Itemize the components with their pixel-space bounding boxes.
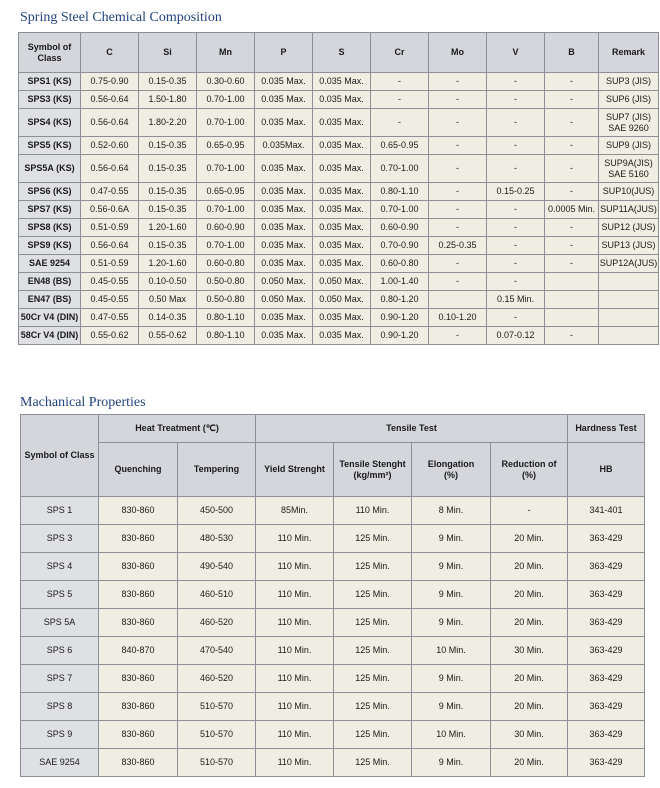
table-cell: 0.035 Max. xyxy=(255,327,313,345)
chem-section-title: Spring Steel Chemical Composition xyxy=(20,10,222,25)
header-s: S xyxy=(313,33,371,73)
table-cell: 0.14-0.35 xyxy=(139,309,197,327)
table-cell: 30 Min. xyxy=(491,637,568,665)
table-cell: 0.035 Max. xyxy=(313,91,371,109)
table-cell: 125 Min. xyxy=(334,721,412,749)
table-cell: 0.035 Max. xyxy=(255,309,313,327)
symbol-cell: SPS 4 xyxy=(21,553,99,581)
table-cell: 0.035 Max. xyxy=(255,237,313,255)
remark-cell: SUP6 (JIS) xyxy=(599,91,659,109)
table-cell: 20 Min. xyxy=(491,609,568,637)
table-cell: 363-429 xyxy=(568,637,645,665)
table-row xyxy=(19,183,659,201)
table-cell: - xyxy=(545,73,599,91)
remark-cell: SUP10(JUS) xyxy=(599,183,659,201)
table-cell: 0.70-1.00 xyxy=(371,155,429,183)
header-elongation xyxy=(412,443,491,497)
header-elongation-label: Elongation xyxy=(427,458,475,469)
table-cell: 110 Min. xyxy=(256,553,334,581)
table-cell: 110 Min. xyxy=(334,497,412,525)
table-cell: 110 Min. xyxy=(256,721,334,749)
header-tensile-strength-unit: (kg/mm²) xyxy=(353,469,392,480)
table-cell: 0.035 Max. xyxy=(313,237,371,255)
table-cell: 125 Min. xyxy=(334,693,412,721)
symbol-cell: SPS6 (KS) xyxy=(19,183,81,201)
table-cell: 460-520 xyxy=(178,609,256,637)
symbol-cell: SPS 6 xyxy=(21,637,99,665)
table-cell: 450-500 xyxy=(178,497,256,525)
table-cell: - xyxy=(429,255,487,273)
table-cell: 0.035 Max. xyxy=(255,91,313,109)
table-row xyxy=(19,291,659,309)
table-cell: 20 Min. xyxy=(491,749,568,777)
table-row xyxy=(19,73,659,91)
symbol-cell: SPS8 (KS) xyxy=(19,219,81,237)
table-cell: - xyxy=(545,91,599,109)
table-cell: - xyxy=(487,201,545,219)
table-cell: 341-401 xyxy=(568,497,645,525)
table-cell: 0.70-1.00 xyxy=(197,237,255,255)
table-cell: 0.70-1.00 xyxy=(197,155,255,183)
header-cr: Cr xyxy=(371,33,429,73)
table-cell: 1.20-1.60 xyxy=(139,255,197,273)
table-cell: 125 Min. xyxy=(334,553,412,581)
symbol-cell: SPS 5A xyxy=(21,609,99,637)
table-row xyxy=(21,665,645,693)
table-cell: 0.035 Max. xyxy=(313,201,371,219)
table-cell: - xyxy=(545,183,599,201)
chem-table-body xyxy=(19,73,659,345)
table-cell: 1.00-1.40 xyxy=(371,273,429,291)
table-cell: 830-860 xyxy=(99,497,178,525)
table-cell: 110 Min. xyxy=(256,609,334,637)
table-cell: 1.80-2.20 xyxy=(139,109,197,137)
table-cell: 0.65-0.95 xyxy=(197,137,255,155)
table-cell: - xyxy=(545,109,599,137)
table-cell: 0.035 Max. xyxy=(255,219,313,237)
table-cell: 0.0005 Min. xyxy=(545,201,599,219)
header-reduction xyxy=(491,443,568,497)
table-cell: 363-429 xyxy=(568,693,645,721)
table-cell: 363-429 xyxy=(568,721,645,749)
chem-header-row xyxy=(19,33,659,73)
table-cell: 460-510 xyxy=(178,581,256,609)
table-cell: 0.51-0.59 xyxy=(81,255,139,273)
table-cell: 0.035 Max. xyxy=(255,183,313,201)
remark-cell xyxy=(599,273,659,291)
table-cell: - xyxy=(491,497,568,525)
header-symbol: Symbol of Class xyxy=(19,33,81,73)
table-cell: 363-429 xyxy=(568,553,645,581)
table-cell xyxy=(429,291,487,309)
table-cell: 0.050 Max. xyxy=(313,273,371,291)
table-cell xyxy=(545,291,599,309)
table-cell: 0.60-0.80 xyxy=(371,255,429,273)
table-row xyxy=(19,237,659,255)
table-cell: 0.035 Max. xyxy=(313,183,371,201)
header-reduction-label: Reduction of xyxy=(501,458,557,469)
symbol-cell: SPS 1 xyxy=(21,497,99,525)
table-cell: 510-570 xyxy=(178,749,256,777)
table-cell: 460-520 xyxy=(178,665,256,693)
table-cell: 0.035 Max. xyxy=(313,73,371,91)
table-cell: 125 Min. xyxy=(334,749,412,777)
table-cell: 9 Min. xyxy=(412,665,491,693)
header-mo: Mo xyxy=(429,33,487,73)
header-heat-treatment: Heat Treatment (℃) xyxy=(99,415,256,443)
table-cell: 0.70-0.90 xyxy=(371,237,429,255)
table-cell: - xyxy=(487,255,545,273)
table-cell: 0.75-0.90 xyxy=(81,73,139,91)
symbol-cell: SPS 9 xyxy=(21,721,99,749)
table-cell: - xyxy=(487,219,545,237)
symbol-cell: 50Cr V4 (DIN) xyxy=(19,309,81,327)
table-cell: - xyxy=(545,219,599,237)
table-cell: - xyxy=(429,91,487,109)
table-cell: 0.80-1.10 xyxy=(371,183,429,201)
table-cell: 0.52-0.60 xyxy=(81,137,139,155)
symbol-cell: SAE 9254 xyxy=(21,749,99,777)
remark-cell: SUP7 (JIS) SAE 9260 xyxy=(599,109,659,137)
header-mn: Mn xyxy=(197,33,255,73)
table-cell: 0.035 Max. xyxy=(313,309,371,327)
table-cell: 0.15-0.35 xyxy=(139,183,197,201)
table-cell: - xyxy=(487,137,545,155)
table-cell: 0.050 Max. xyxy=(255,291,313,309)
table-cell: 0.60-0.90 xyxy=(371,219,429,237)
table-cell: 830-860 xyxy=(99,665,178,693)
table-row xyxy=(21,553,645,581)
table-cell: 20 Min. xyxy=(491,525,568,553)
symbol-cell: SPS 5 xyxy=(21,581,99,609)
table-cell: 0.90-1.20 xyxy=(371,309,429,327)
table-cell: 0.45-0.55 xyxy=(81,291,139,309)
header-c: C xyxy=(81,33,139,73)
mech-table-body xyxy=(21,497,645,777)
table-row xyxy=(21,609,645,637)
table-cell: 470-540 xyxy=(178,637,256,665)
table-cell: 125 Min. xyxy=(334,637,412,665)
remark-cell: SUP12 (JUS) xyxy=(599,219,659,237)
table-cell: 20 Min. xyxy=(491,581,568,609)
header-p: P xyxy=(255,33,313,73)
table-cell: 0.035Max. xyxy=(255,137,313,155)
table-cell: 0.035 Max. xyxy=(255,201,313,219)
table-row xyxy=(19,309,659,327)
table-cell: 0.56-0.64 xyxy=(81,155,139,183)
table-cell: - xyxy=(487,309,545,327)
table-cell: 125 Min. xyxy=(334,609,412,637)
table-cell: - xyxy=(487,237,545,255)
table-cell: - xyxy=(371,91,429,109)
table-cell: 10 Min. xyxy=(412,721,491,749)
table-cell: 0.035 Max. xyxy=(313,137,371,155)
table-cell: - xyxy=(545,137,599,155)
table-row xyxy=(19,137,659,155)
table-row xyxy=(19,201,659,219)
symbol-cell: SAE 9254 xyxy=(19,255,81,273)
table-cell: 110 Min. xyxy=(256,693,334,721)
table-cell: 0.035 Max. xyxy=(255,73,313,91)
table-cell: 0.50 Max xyxy=(139,291,197,309)
table-cell: - xyxy=(429,183,487,201)
table-cell: - xyxy=(429,327,487,345)
table-cell: 0.035 Max. xyxy=(313,327,371,345)
table-cell: 0.47-0.55 xyxy=(81,183,139,201)
remark-cell xyxy=(599,309,659,327)
table-cell: 0.55-0.62 xyxy=(139,327,197,345)
table-cell: 110 Min. xyxy=(256,525,334,553)
table-cell: 490-540 xyxy=(178,553,256,581)
table-cell: 0.45-0.55 xyxy=(81,273,139,291)
table-cell: 20 Min. xyxy=(491,693,568,721)
table-cell: - xyxy=(371,73,429,91)
remark-cell: SUP9A(JIS) SAE 5160 xyxy=(599,155,659,183)
table-cell: 0.60-0.90 xyxy=(197,219,255,237)
header-tempering: Tempering xyxy=(178,443,256,497)
table-cell: 1.50-1.80 xyxy=(139,91,197,109)
symbol-cell: SPS5 (KS) xyxy=(19,137,81,155)
table-cell: 0.035 Max. xyxy=(255,255,313,273)
header-symbol-of-class: Symbol of Class xyxy=(21,415,99,497)
table-cell: - xyxy=(429,109,487,137)
remark-cell: SUP3 (JIS) xyxy=(599,73,659,91)
table-cell xyxy=(545,273,599,291)
table-cell: 85Min. xyxy=(256,497,334,525)
table-cell: - xyxy=(429,201,487,219)
table-cell: 0.56-0.64 xyxy=(81,109,139,137)
table-cell: - xyxy=(371,109,429,137)
symbol-cell: SPS3 (KS) xyxy=(19,91,81,109)
table-cell: 363-429 xyxy=(568,609,645,637)
table-row xyxy=(21,525,645,553)
table-cell: 0.035 Max. xyxy=(313,255,371,273)
table-cell: 0.15-0.35 xyxy=(139,73,197,91)
table-cell: 9 Min. xyxy=(412,749,491,777)
table-cell: 0.70-1.00 xyxy=(197,201,255,219)
table-cell: - xyxy=(487,73,545,91)
table-cell: 0.15-0.35 xyxy=(139,155,197,183)
chemical-composition-table xyxy=(18,32,659,345)
table-row xyxy=(21,749,645,777)
table-cell: 125 Min. xyxy=(334,525,412,553)
remark-cell: SUP12A(JUS) xyxy=(599,255,659,273)
header-hardness-test: Hardness Test xyxy=(568,415,645,443)
header-v: V xyxy=(487,33,545,73)
table-cell: 363-429 xyxy=(568,665,645,693)
table-cell: 510-570 xyxy=(178,693,256,721)
table-cell: 0.10-1.20 xyxy=(429,309,487,327)
mech-section-title: Machanical Properties xyxy=(20,395,146,410)
table-row xyxy=(19,219,659,237)
table-cell: - xyxy=(429,73,487,91)
table-cell: 0.15-0.35 xyxy=(139,201,197,219)
header-yield-strength: Yield Strenght xyxy=(256,443,334,497)
table-cell: 10 Min. xyxy=(412,637,491,665)
table-cell: 20 Min. xyxy=(491,665,568,693)
table-cell: 0.55-0.62 xyxy=(81,327,139,345)
table-cell: 830-860 xyxy=(99,721,178,749)
table-cell: 0.10-0.50 xyxy=(139,273,197,291)
table-cell: - xyxy=(429,155,487,183)
table-cell: 0.035 Max. xyxy=(313,109,371,137)
table-cell: 9 Min. xyxy=(412,609,491,637)
header-tensile-strength xyxy=(334,443,412,497)
table-cell: 110 Min. xyxy=(256,637,334,665)
table-cell: 0.51-0.59 xyxy=(81,219,139,237)
header-hb: HB xyxy=(568,443,645,497)
table-cell: 0.70-1.00 xyxy=(371,201,429,219)
symbol-cell: SPS 7 xyxy=(21,665,99,693)
table-row xyxy=(19,327,659,345)
table-cell: 0.15 Min. xyxy=(487,291,545,309)
table-cell: 0.70-1.00 xyxy=(197,91,255,109)
table-cell: 110 Min. xyxy=(256,581,334,609)
table-cell: 0.56-0.6A xyxy=(81,201,139,219)
table-cell: 0.47-0.55 xyxy=(81,309,139,327)
table-cell: - xyxy=(545,255,599,273)
symbol-cell: SPS1 (KS) xyxy=(19,73,81,91)
table-cell: 9 Min. xyxy=(412,581,491,609)
table-cell: 830-860 xyxy=(99,749,178,777)
table-cell: 510-570 xyxy=(178,721,256,749)
header-reduction-unit: (%) xyxy=(522,469,536,480)
table-cell: - xyxy=(487,155,545,183)
table-cell: - xyxy=(429,219,487,237)
table-cell: 480-530 xyxy=(178,525,256,553)
table-cell: 0.035 Max. xyxy=(313,155,371,183)
table-cell: 0.65-0.95 xyxy=(371,137,429,155)
table-cell: 0.80-1.10 xyxy=(197,309,255,327)
table-cell: 0.70-1.00 xyxy=(197,109,255,137)
table-cell: 30 Min. xyxy=(491,721,568,749)
header-tensile-strength-label: Tensile Stenght xyxy=(339,458,406,469)
table-cell: 363-429 xyxy=(568,749,645,777)
table-cell: 830-860 xyxy=(99,525,178,553)
table-cell: 0.15-0.25 xyxy=(487,183,545,201)
header-remark: Remark xyxy=(599,33,659,73)
table-cell: 0.035 Max. xyxy=(255,109,313,137)
table-cell: 363-429 xyxy=(568,525,645,553)
table-row xyxy=(19,91,659,109)
table-row xyxy=(21,497,645,525)
table-cell: 0.80-1.20 xyxy=(371,291,429,309)
remark-cell xyxy=(599,327,659,345)
table-cell: 830-860 xyxy=(99,693,178,721)
table-cell: 0.035 Max. xyxy=(255,155,313,183)
header-quenching: Quenching xyxy=(99,443,178,497)
table-cell: 110 Min. xyxy=(256,749,334,777)
remark-cell xyxy=(599,291,659,309)
mechanical-properties-table xyxy=(20,414,645,777)
table-cell: 830-860 xyxy=(99,553,178,581)
table-cell: - xyxy=(487,109,545,137)
table-cell: 9 Min. xyxy=(412,553,491,581)
remark-cell: SUP11A(JUS) xyxy=(599,201,659,219)
table-cell: - xyxy=(545,155,599,183)
table-row xyxy=(19,255,659,273)
table-row xyxy=(21,721,645,749)
table-cell: - xyxy=(487,273,545,291)
table-cell: 830-860 xyxy=(99,609,178,637)
table-cell: 125 Min. xyxy=(334,581,412,609)
table-row xyxy=(21,693,645,721)
table-cell: 0.65-0.95 xyxy=(197,183,255,201)
table-cell: 840-870 xyxy=(99,637,178,665)
table-cell: 0.050 Max. xyxy=(255,273,313,291)
symbol-cell: SPS4 (KS) xyxy=(19,109,81,137)
table-cell: 125 Min. xyxy=(334,665,412,693)
header-si: Si xyxy=(139,33,197,73)
table-cell: 0.90-1.20 xyxy=(371,327,429,345)
symbol-cell: SPS 3 xyxy=(21,525,99,553)
table-cell: 0.56-0.64 xyxy=(81,91,139,109)
table-cell: - xyxy=(545,327,599,345)
table-row xyxy=(19,109,659,137)
table-row xyxy=(19,273,659,291)
remark-cell: SUP9 (JIS) xyxy=(599,137,659,155)
table-cell: 0.25-0.35 xyxy=(429,237,487,255)
table-cell: - xyxy=(429,137,487,155)
table-cell: 0.035 Max. xyxy=(313,219,371,237)
table-cell: 0.50-0.80 xyxy=(197,273,255,291)
table-cell: - xyxy=(545,237,599,255)
table-cell: 0.80-1.10 xyxy=(197,327,255,345)
table-cell: 0.56-0.64 xyxy=(81,237,139,255)
table-cell: 830-860 xyxy=(99,581,178,609)
symbol-cell: SPS5A (KS) xyxy=(19,155,81,183)
header-b: B xyxy=(545,33,599,73)
table-row xyxy=(19,155,659,183)
header-elongation-unit: (%) xyxy=(444,469,458,480)
table-row xyxy=(21,637,645,665)
table-cell: 363-429 xyxy=(568,581,645,609)
table-cell xyxy=(545,309,599,327)
mech-group-header-row xyxy=(21,415,645,443)
table-cell: 0.60-0.80 xyxy=(197,255,255,273)
symbol-cell: EN48 (BS) xyxy=(19,273,81,291)
table-cell: 20 Min. xyxy=(491,553,568,581)
table-cell: 0.050 Max. xyxy=(313,291,371,309)
table-cell: 9 Min. xyxy=(412,693,491,721)
symbol-cell: 58Cr V4 (DIN) xyxy=(19,327,81,345)
table-row xyxy=(21,581,645,609)
table-cell: 0.15-0.35 xyxy=(139,137,197,155)
remark-cell: SUP13 (JUS) xyxy=(599,237,659,255)
table-cell: 0.50-0.80 xyxy=(197,291,255,309)
table-cell: 0.15-0.35 xyxy=(139,237,197,255)
table-cell: 9 Min. xyxy=(412,525,491,553)
table-cell: 8 Min. xyxy=(412,497,491,525)
table-cell: 1.20-1.60 xyxy=(139,219,197,237)
table-cell: - xyxy=(487,91,545,109)
symbol-cell: SPS 8 xyxy=(21,693,99,721)
table-cell: 0.30-0.60 xyxy=(197,73,255,91)
table-cell: - xyxy=(429,273,487,291)
symbol-cell: SPS7 (KS) xyxy=(19,201,81,219)
table-cell: 110 Min. xyxy=(256,665,334,693)
table-cell: 0.07-0.12 xyxy=(487,327,545,345)
symbol-cell: SPS9 (KS) xyxy=(19,237,81,255)
header-tensile-test: Tensile Test xyxy=(256,415,568,443)
symbol-cell: EN47 (BS) xyxy=(19,291,81,309)
mech-sub-header-row xyxy=(21,443,645,497)
